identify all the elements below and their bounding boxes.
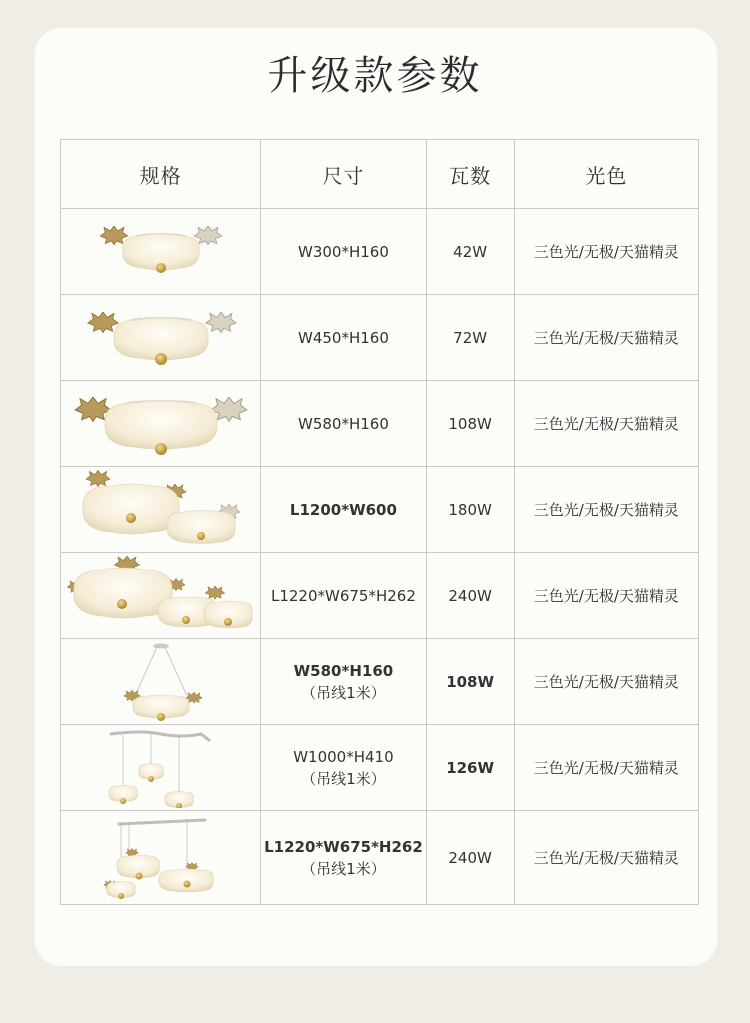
light-color-value: 三色光/无极/天猫精灵: [533, 328, 679, 347]
table-row: [61, 725, 699, 811]
ceiling-lamp-medium-icon: [76, 306, 246, 370]
ceiling-lamp-small-icon: [81, 222, 241, 282]
spec-table: [60, 139, 699, 905]
watt-value: 180W: [448, 500, 492, 519]
watt-value: 108W: [446, 672, 495, 691]
size-value: L1220*W675*H262: [270, 586, 416, 605]
pendant-lamp-triple-bar-icon: [101, 816, 221, 900]
size-value: W450*H160: [298, 328, 389, 347]
size-value: W580*H160: [298, 414, 389, 433]
light-color-value: 三色光/无极/天猫精灵: [533, 848, 679, 867]
table-row: [61, 381, 699, 467]
table-row: [61, 467, 699, 553]
watt-value: 126W: [446, 758, 495, 777]
table-row: [61, 295, 699, 381]
header-wattage: 瓦数: [426, 140, 514, 209]
ceiling-lamp-triple-icon: [66, 556, 256, 636]
cable-note: （吊线1米）: [301, 769, 386, 788]
size-value: L1200*W600: [289, 500, 397, 519]
light-color-value: 三色光/无极/天猫精灵: [533, 242, 679, 261]
light-color-value: 三色光/无极/天猫精灵: [533, 672, 679, 691]
size-value: W1000*H410: [293, 747, 394, 766]
watt-value: 108W: [448, 414, 492, 433]
size-value: L1220*W675*H262: [264, 837, 423, 856]
light-color-value: 三色光/无极/天猫精灵: [533, 758, 679, 777]
ceiling-lamp-large-icon: [71, 389, 251, 459]
watt-value: 42W: [453, 242, 488, 261]
light-color-value: 三色光/无极/天猫精灵: [533, 586, 679, 605]
watt-value: 240W: [448, 586, 492, 605]
cable-note: （吊线1米）: [301, 683, 386, 702]
table-row: [61, 811, 699, 905]
header-light-color: 光色: [514, 140, 698, 209]
pendant-lamp-single-icon: [101, 642, 221, 722]
pendant-lamp-triple-curve-icon: [101, 728, 221, 808]
header-size: 尺寸: [261, 140, 426, 209]
header-spec: 规格: [61, 140, 261, 209]
light-color-value: 三色光/无极/天猫精灵: [533, 500, 679, 519]
table-row: [61, 639, 699, 725]
size-value: W580*H160: [293, 661, 394, 680]
light-color-value: 三色光/无极/天猫精灵: [533, 414, 679, 433]
page-title: 升级款参数: [267, 53, 483, 99]
table-row: [61, 209, 699, 295]
table-row: [61, 553, 699, 639]
watt-value: 72W: [453, 328, 488, 347]
ceiling-lamp-double-icon: [71, 470, 251, 550]
cable-note: （吊线1米）: [301, 859, 386, 878]
size-value: W300*H160: [298, 242, 389, 261]
table-header-row: [61, 140, 699, 209]
watt-value: 240W: [448, 848, 492, 867]
